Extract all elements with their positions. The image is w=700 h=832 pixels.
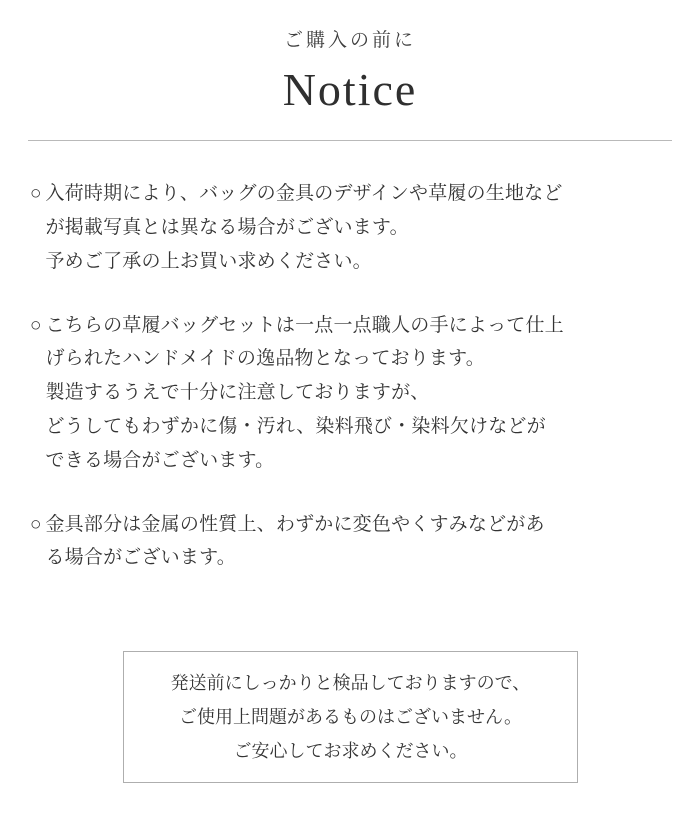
page-header — [0, 0, 700, 141]
text-line: げられたハンドメイドの逸品物となっております。 — [45, 348, 485, 370]
text-line: 予めご了承の上お買い求めください。 — [45, 250, 372, 272]
text-line: が掲載写真とは異なる場合がございます。 — [45, 216, 409, 238]
notice-list — [0, 141, 700, 575]
list-item-text — [45, 177, 670, 278]
bullet-icon: ○ — [30, 314, 42, 336]
text-line: こちらの草履バッグセットは一点一点職人の手によって仕上 — [45, 314, 564, 336]
text-line: 入荷時期により、バッグの金具のデザインや草履の生地など — [45, 183, 563, 205]
header-subtitle: ご購入の前に — [283, 30, 416, 51]
list-item — [30, 309, 670, 478]
text-line: できる場合がございます。 — [45, 449, 275, 471]
list-item — [30, 508, 670, 576]
list-item-text — [45, 508, 670, 576]
bullet-icon: ○ — [30, 183, 42, 205]
page-title: Notice — [282, 63, 418, 115]
callout-line: ご安心してお求めください。 — [233, 741, 468, 762]
callout-line: 発送前にしっかりと検品しておりますので、 — [170, 672, 531, 693]
callout-line: ご使用上問題があるものはございません。 — [178, 706, 523, 727]
text-line: 製造するうえで十分に注意しておりますが、 — [45, 382, 430, 404]
text-line: 金具部分は金属の性質上、わずかに変色やくすみなどがあ — [45, 513, 545, 535]
bullet-icon: ○ — [30, 513, 42, 535]
text-line: る場合がございます。 — [45, 547, 236, 569]
inspection-callout-box — [123, 651, 578, 783]
text-line: どうしてもわずかに傷・汚れ、染料飛び・染料欠けなどが — [45, 415, 546, 437]
list-item — [30, 177, 670, 278]
list-item-text — [45, 309, 670, 478]
